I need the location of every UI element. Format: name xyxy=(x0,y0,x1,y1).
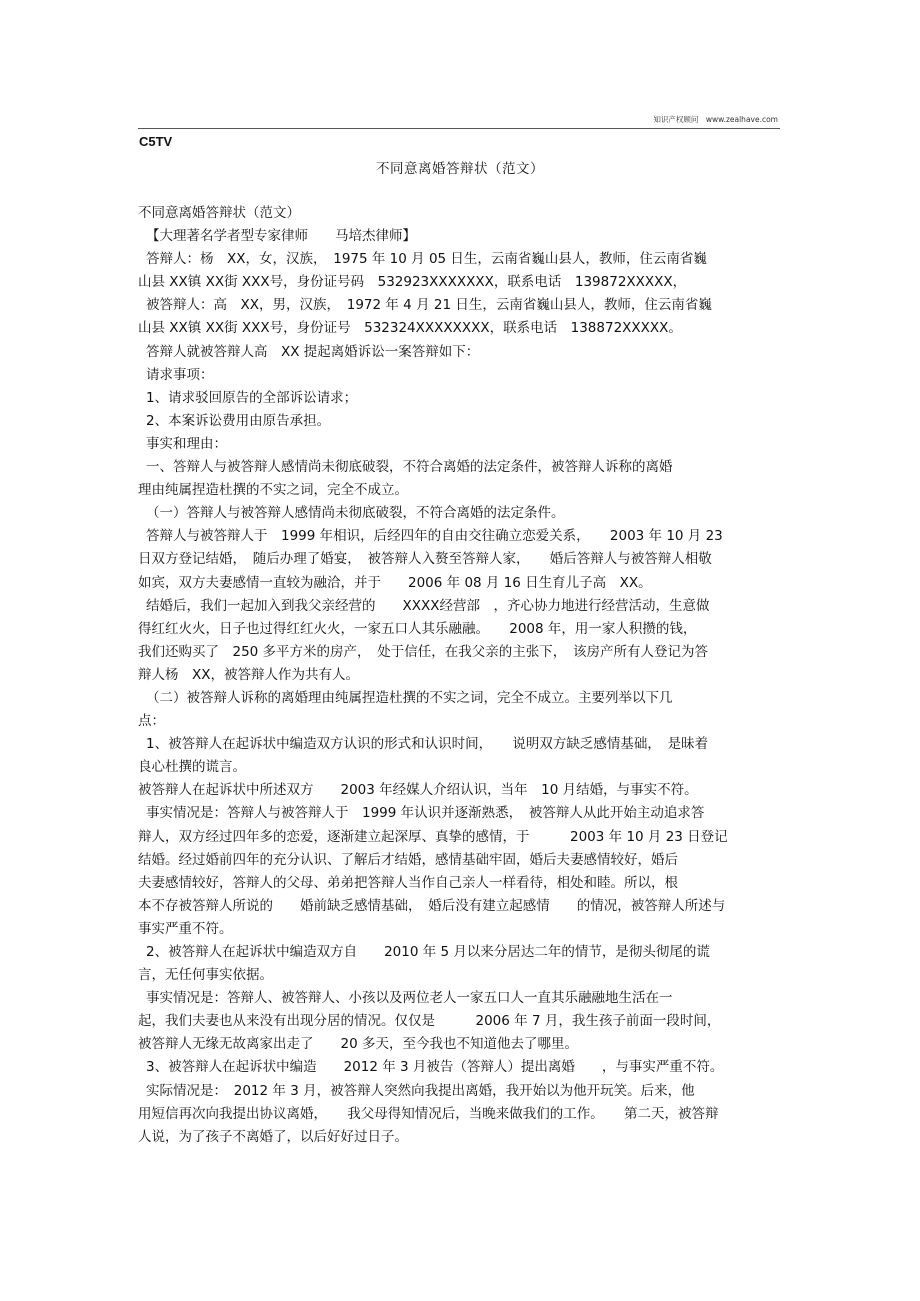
body-line: 山县 XX镇 XX街 XXX号，身份证号 532324XXXXXXXX，联系电话 138872XXXXX。 xyxy=(138,320,682,337)
body-line: 事实严重不符。 xyxy=(138,920,233,937)
body-line: 请求事项： xyxy=(146,366,214,383)
body-line: 不同意离婚答辩状（范文） xyxy=(138,205,300,221)
body-line: 辩人杨 XX，被答辩人作为共有人。 xyxy=(138,666,359,683)
body-line: （一）答辩人与被答辩人感情尚未彻底破裂，不符合离婚的法定条件。 xyxy=(146,505,565,522)
header-rule xyxy=(138,128,780,129)
page-title: 不同意离婚答辩状（范文） xyxy=(376,161,544,177)
body-line: 事实情况是：答辩人与被答辩人于 1999 年认识并逐渐熟悉， 被答辩人从此开始主动追求答 xyxy=(146,805,705,822)
body-line: 答辩人与被答辩人于 1999 年相识，后经四年的自由交往确立恋爱关系， 2003 年 10 月 23 xyxy=(146,528,723,545)
body-line: 被答辩人：高 XX，男，汉族， 1972 年 4 月 21 日生，云南省巍山县人，教师，住云南省巍 xyxy=(146,297,712,314)
body-line: 实际情况是： 2012 年 3 月，被答辩人突然向我提出离婚，我开始以为他开玩笑。后来，他 xyxy=(146,1082,695,1099)
body-line: 起，我们夫妻也从来没有出现分居的情况。仅仅是 2006 年 7 月，我生孩子前面一段时间， xyxy=(138,1013,721,1030)
body-line: 事实和理由： xyxy=(146,435,227,452)
body-line: 点： xyxy=(138,713,165,730)
body-line: 山县 XX镇 XX街 XXX号，身份证号码 532923XXXXXXX，联系电话 139872XXXXX， xyxy=(138,274,687,291)
body-line: 我们还购买了 250 多平方米的房产， 处于信任，在我父亲的主张下， 该房产所有人登记为答 xyxy=(138,643,709,660)
body-line: 事实情况是：答辩人、被答辩人、小孩以及两位老人一家五口人一直其乐融融地生活在一 xyxy=(146,990,673,1007)
body-line: 良心杜撰的谎言。 xyxy=(138,759,246,776)
body-line: 夫妻感情较好，答辩人的父母、弟弟把答辩人当作自己亲人一样看待，相处和睦。所以，根 xyxy=(138,874,678,891)
body-line: 被答辩人在起诉状中所述双方 2003 年经媒人介绍认识，当年 10 月结婚，与事实不符。 xyxy=(138,782,698,799)
body-line: 辩人，双方经过四年多的恋爱，逐渐建立起深厚、真挚的感情，于 2003 年 10 月 23 日登记 xyxy=(138,828,728,845)
body-line: 得红红火火，日子也过得红红火火，一家五口人其乐融融。 2008 年，用一家人积攒的钱， xyxy=(138,620,697,637)
body-line: 结婚。经过婚前四年的充分认识、了解后才结婚，感情基础牢固，婚后夫妻感情较好，婚后 xyxy=(138,851,678,868)
body-line: 答辩人：杨 XX，女，汉族， 1975 年 10 月 05 日生，云南省巍山县人，教师，住云南省巍 xyxy=(146,251,707,268)
body-line: 言，无任何事实依据。 xyxy=(138,967,273,984)
header-source: 知识产权顾问 www.zealhave.com xyxy=(653,115,778,124)
body-line: 本不存被答辩人所说的 婚前缺乏感情基础， 婚后没有建立起感情 的情况，被答辩人所述与 xyxy=(138,897,726,914)
body-line: 2、被答辩人在起诉状中编造双方自 2010 年 5 月以来分居达二年的情节，是彻头彻尾的谎 xyxy=(146,944,710,960)
body-line: 一、答辩人与被答辩人感情尚未彻底破裂，不符合离婚的法定条件，被答辩人诉称的离婚 xyxy=(146,459,673,476)
body-line: （二）被答辩人诉称的离婚理由纯属捏造杜撰的不实之词，完全不成立。主要列举以下几 xyxy=(146,689,673,706)
body-line: 人说，为了孩子不离婚了，以后好好过日子。 xyxy=(138,1128,408,1145)
body-line: 【大理著名学者型专家律师 马培杰律师】 xyxy=(146,228,416,245)
body-line: 结婚后，我们一起加入到我父亲经营的 XXXX经营部 ，齐心协力地进行经营活动，生意做 xyxy=(146,597,710,614)
doc-code: C5TV xyxy=(139,134,173,149)
body-line: 如宾，双方夫妻感情一直较为融洽，并于 2006 年 08 月 16 日生育儿子高 XX。 xyxy=(138,574,652,591)
body-line: 3、被答辩人在起诉状中编造 2012 年 3 月被告（答辩人）提出离婚 ，与事实严重不符。 xyxy=(146,1059,724,1076)
body-line: 被答辩人无缘无故离家出走了 20 多天，至今我也不知道他去了哪里。 xyxy=(138,1036,578,1053)
body-line: 日双方登记结婚， 随后办理了婚宴， 被答辩人入赘至答辩人家， 婚后答辩人与被答辩人相敬 xyxy=(138,551,712,568)
body-line: 1、被答辩人在起诉状中编造双方认识的形式和认识时间， 说明双方缺乏感情基础， 是昧着 xyxy=(146,736,709,753)
body-line: 1、请求驳回原告的全部诉讼请求； xyxy=(146,389,358,406)
body-line: 用短信再次向我提出协议离婚， 我父母得知情况后，当晚来做我们的工作。 第二天，被答辩 xyxy=(138,1105,719,1122)
body-line: 理由纯属捏造杜撰的不实之词，完全不成立。 xyxy=(138,482,408,499)
body-line: 2、本案诉讼费用由原告承担。 xyxy=(146,412,331,429)
body-line: 答辩人就被答辩人高 XX 提起离婚诉讼一案答辩如下： xyxy=(146,343,480,360)
document-body xyxy=(138,202,786,1149)
